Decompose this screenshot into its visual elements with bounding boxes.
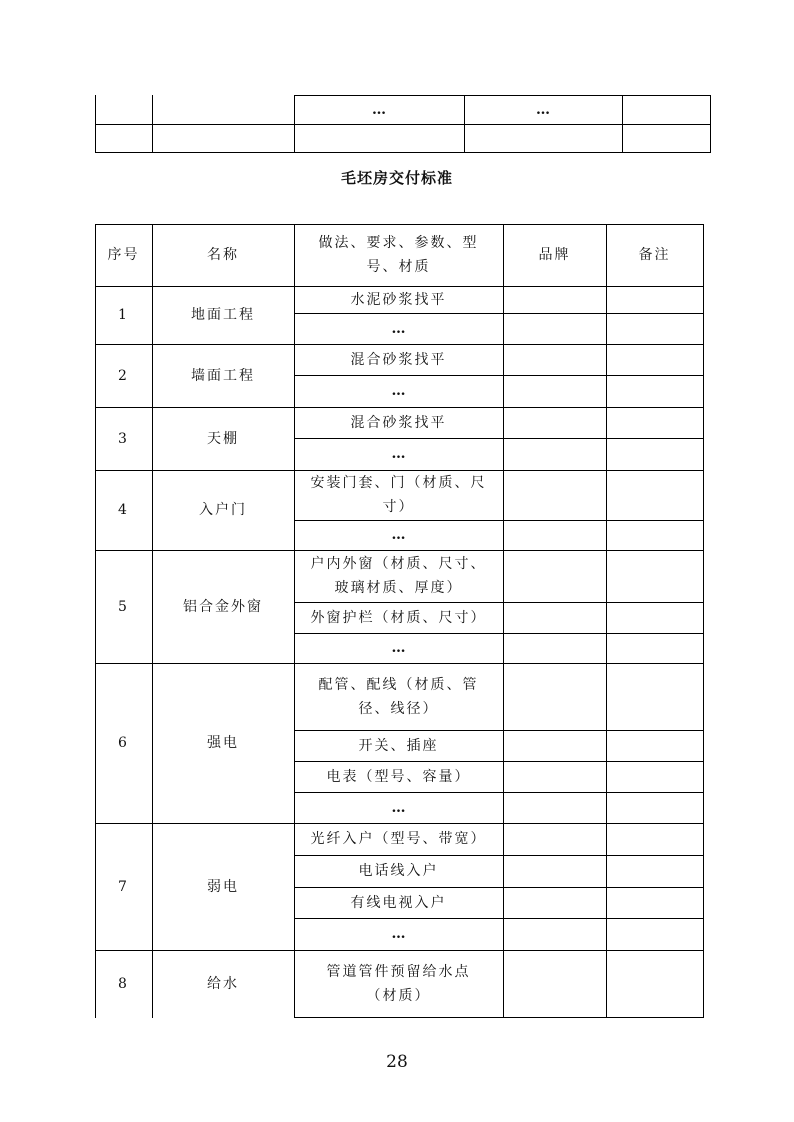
row-name: 弱电 <box>207 878 239 895</box>
header-name: 名称 <box>207 247 239 263</box>
row-name: 入户门 <box>199 502 247 518</box>
header-brand: 品牌 <box>538 247 571 263</box>
row-spec: 混合砂浆找平 <box>350 414 447 431</box>
row-no: 2 <box>118 367 129 384</box>
row-name: 给水 <box>207 975 239 992</box>
row-spec: 水泥砂浆找平 <box>350 291 447 308</box>
top-table-cell: … <box>372 101 386 118</box>
row-no: 7 <box>118 878 129 895</box>
row-name: 墙面工程 <box>191 367 255 384</box>
header-remark: 备注 <box>638 247 671 263</box>
row-spec: 有线电视入户 <box>350 894 447 911</box>
row-no: 1 <box>118 307 129 323</box>
row-name: 强电 <box>207 735 239 751</box>
row-spec: 户内外窗（材质、尺寸、玻璃材质、厚度） <box>310 556 487 596</box>
row-spec: 管道管件预留给水点（材质） <box>326 963 471 1004</box>
row-no: 4 <box>118 502 129 518</box>
row-spec: … <box>391 799 406 816</box>
row-spec: 电表（型号、容量） <box>326 768 471 785</box>
page-title: 毛坯房交付标准 <box>340 169 453 187</box>
row-spec: 电话线入户 <box>358 863 439 879</box>
row-spec: 混合砂浆找平 <box>350 351 447 368</box>
row-spec: … <box>391 926 406 942</box>
header-spec: 做法、要求、参数、型号、材质 <box>318 235 479 275</box>
row-spec: 安装门套、门（材质、尺寸） <box>310 475 487 515</box>
row-spec: … <box>391 527 406 543</box>
page-number: 28 <box>386 1052 408 1072</box>
row-spec: 光纤入户（型号、带宽） <box>310 831 487 847</box>
row-name: 地面工程 <box>191 307 255 323</box>
row-no: 8 <box>118 975 129 992</box>
row-spec: 开关、插座 <box>358 737 439 754</box>
top-table-cell: … <box>536 101 550 118</box>
row-spec: 配管、配线（材质、管径、线径） <box>318 676 479 717</box>
row-spec: … <box>391 640 406 656</box>
row-no: 6 <box>118 735 129 751</box>
row-spec: … <box>391 320 406 337</box>
row-no: 3 <box>118 430 129 447</box>
row-spec: … <box>391 446 406 462</box>
row-name: 天棚 <box>207 430 239 447</box>
row-spec: … <box>391 383 406 399</box>
row-spec: 外窗护栏（材质、尺寸） <box>310 609 487 626</box>
row-no: 5 <box>118 598 129 615</box>
header-no: 序号 <box>107 247 140 263</box>
row-name: 铝合金外窗 <box>183 598 263 615</box>
